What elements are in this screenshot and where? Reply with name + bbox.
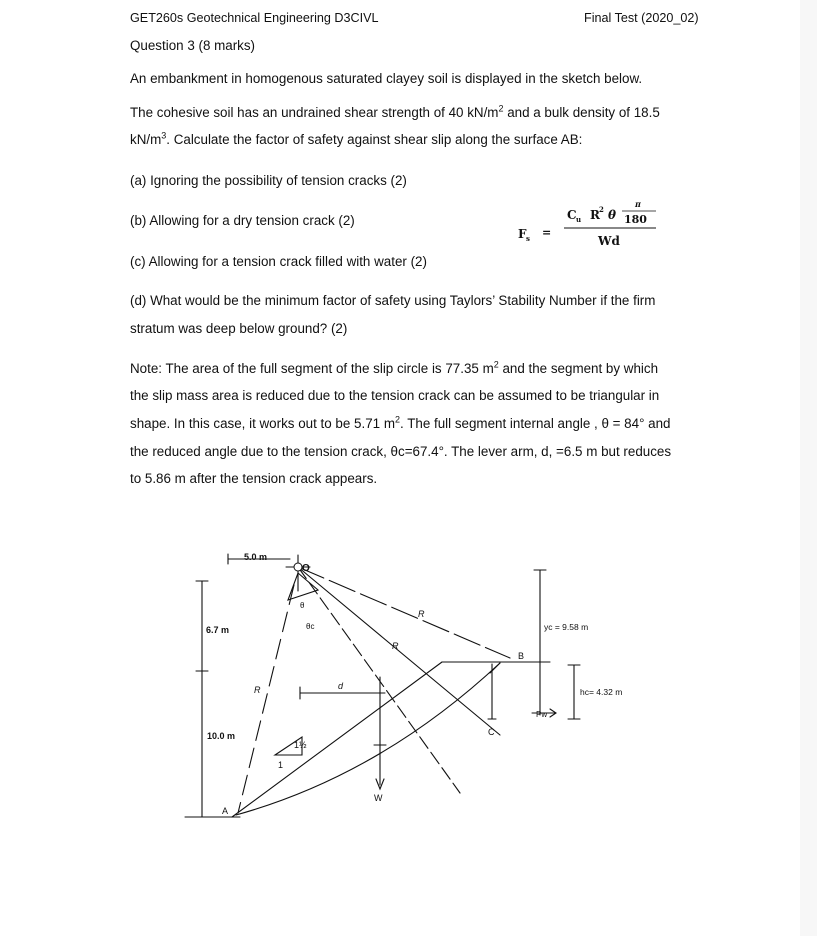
formula-cu: C <box>567 208 577 222</box>
part-d-line1: (d) What would be the minimum factor of safety using Taylors’ Stability Number if the firm <box>130 293 656 308</box>
label-theta-c: θc <box>306 622 315 631</box>
label-slope-v: 1 <box>278 760 284 770</box>
formula-r: R <box>590 208 600 222</box>
label-hc: hc= 4.32 m <box>580 687 623 697</box>
page-edge <box>800 0 817 936</box>
note-line1: Note: The area of the full segment of the slip circle is 77.35 $m^2$ and the segment by which <box>130 359 659 376</box>
question-intro: An embankment in homogenous saturated clayey soil is displayed in the sketch below. <box>130 71 643 86</box>
formula-equals: = <box>542 226 552 239</box>
label-radius-3: R <box>254 685 261 695</box>
part-c: (c) Allowing for a tension crack filled with water (2) <box>130 254 427 269</box>
label-top-width: 5.0 m <box>244 552 268 562</box>
part-b: (b) Allowing for a dry tension crack (2) <box>130 213 355 228</box>
label-point-a: A <box>222 806 229 816</box>
note-line2: the slip mass area is reduced due to the tension crack can be assumed to be triangular in <box>130 388 660 403</box>
label-yc: yc = 9.58 m <box>544 622 589 632</box>
label-center: O <box>302 563 310 574</box>
part-d-line2: stratum was deep below ground? (2) <box>130 321 348 336</box>
label-height-upper: 6.7 m <box>206 625 230 635</box>
question-body-line1: The cohesive soil has an undrained shear strength of 40 $kN/m^2$ and a bulk density of 18.5 <box>130 103 660 120</box>
label-theta: θ <box>300 601 305 610</box>
label-weight: W <box>374 793 383 803</box>
note-line3: shape. In this case, it works out to be 5.71 $m^2$. The full segment internal angle , θ = 84° and <box>130 414 671 431</box>
question-title: Question 3 (8 marks) <box>130 38 256 53</box>
label-lever: d <box>338 681 344 691</box>
course-header: GET260s Geotechnical Engineering D3CIVL <box>130 11 379 25</box>
formula-180: 180 <box>624 213 647 226</box>
formula-cu-sub: u <box>576 215 582 224</box>
part-a: (a) Ignoring the possibility of tension cracks (2) <box>130 173 407 188</box>
label-radius-1: R <box>418 609 425 619</box>
label-water-force: Pw <box>536 710 548 719</box>
formula-r-sup: 2 <box>599 205 604 214</box>
formula-wd: Wd <box>598 234 620 248</box>
formula-theta: θ <box>608 208 617 222</box>
label-height-lower: 10.0 m <box>207 731 236 741</box>
label-slope-h: 1½ <box>294 740 307 750</box>
label-point-b: B <box>518 651 525 661</box>
formula-lhs: F <box>518 227 527 241</box>
formula-pi: π <box>635 199 641 209</box>
exam-header: Final Test (2020_02) <box>584 11 699 25</box>
note-line4: the reduced angle due to the tension crack, θc=67.4°. The lever arm, d, =6.5 m but reduces <box>130 444 672 459</box>
factor-of-safety-formula <box>512 198 662 258</box>
formula-lhs-sub: s <box>526 234 530 243</box>
question-body-line2: $kN/m^3$. Calculate the factor of safety against shear slip along the surface AB: <box>130 130 583 147</box>
label-radius-2: R <box>392 641 399 651</box>
label-point-c: C <box>488 727 495 737</box>
embankment-sketch <box>170 545 650 830</box>
note-line5: to 5.86 m after the tension crack appears. <box>130 471 378 486</box>
